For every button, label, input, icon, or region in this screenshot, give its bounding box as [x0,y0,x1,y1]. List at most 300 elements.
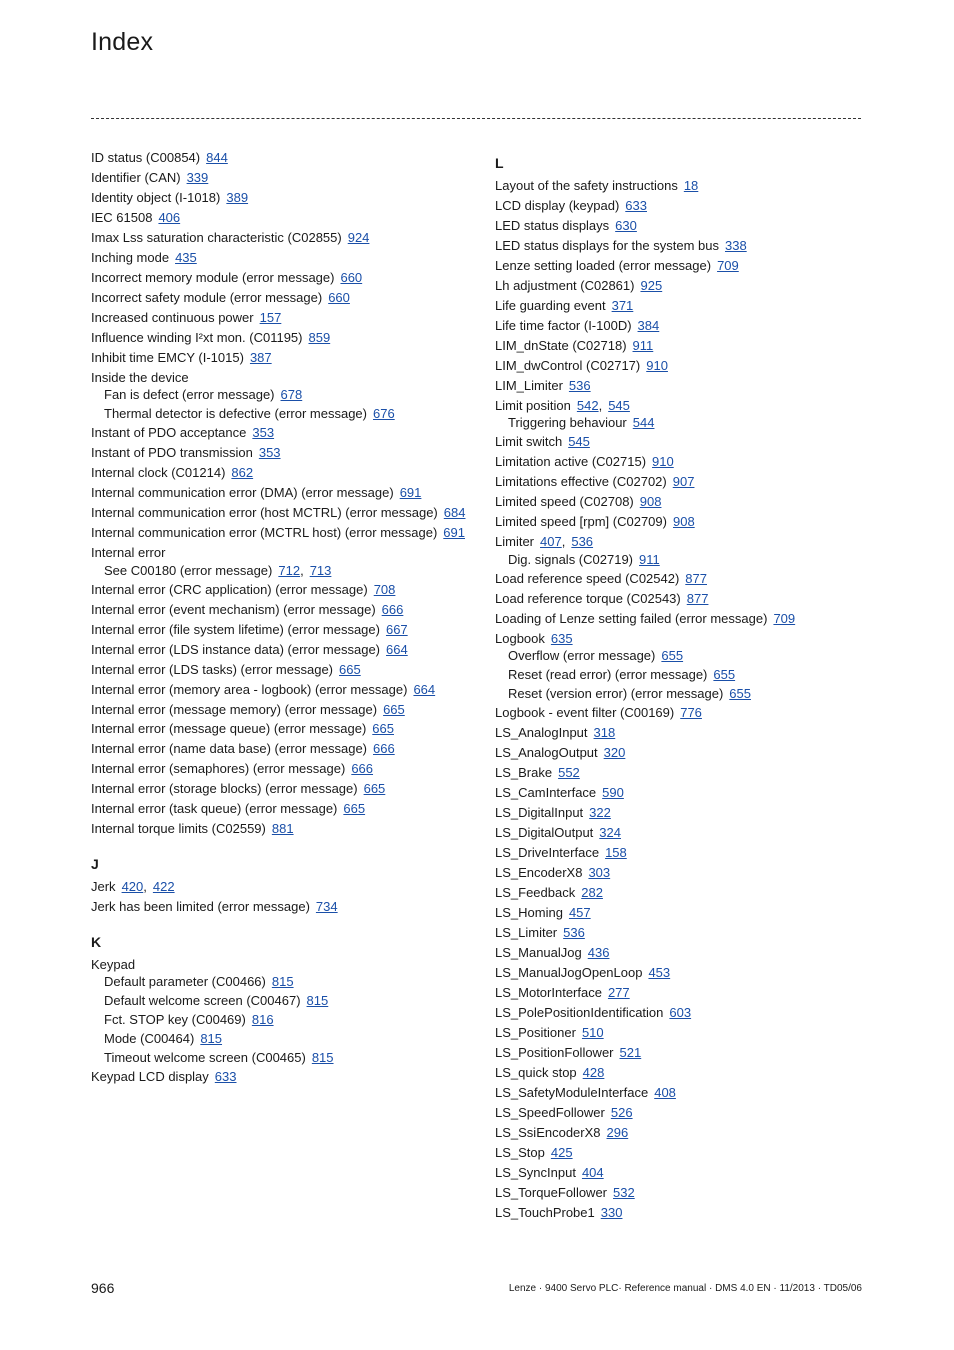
index-term: Load reference speed (C02542) [495,570,680,586]
index-term: LS_ManualJogOpenLoop [495,964,643,980]
index-subentry [91,563,491,580]
index-term: Fct. STOP key (C00469) [104,1011,246,1027]
page-link[interactable]: 678 [280,387,303,403]
index-entry [91,170,491,187]
page-link[interactable]: 734 [315,898,338,914]
index-entry [495,1205,895,1222]
index-term: Default parameter (C00466) [104,974,266,990]
page-link[interactable]: 815 [306,993,329,1009]
page-number: 966 [91,1280,115,1296]
index-term: See C00180 (error message) [104,562,273,578]
index-entry [91,250,491,267]
index-entry [495,631,895,648]
index-term: Life guarding event [495,297,606,313]
index-entry [495,725,895,742]
index-entry [91,1069,491,1086]
page-link[interactable]: 910 [652,454,674,470]
page-link[interactable]: 536 [571,534,594,550]
index-term: Internal error (storage blocks) (error message) [91,781,358,797]
index-term: Load reference torque (C02543) [495,590,681,606]
page-link[interactable]: 318 [593,724,616,740]
index-entry [495,885,895,902]
index-entry [495,454,895,471]
page-link[interactable]: 633 [214,1068,237,1084]
index-subentry [91,1050,491,1067]
index-subentry [91,1012,491,1029]
page-link[interactable]: 303 [588,864,611,880]
index-entry [91,525,491,542]
index-entry [91,642,491,659]
index-entry [91,270,491,287]
index-term: Jerk [91,879,116,894]
page-link[interactable]: 542 [576,397,599,413]
page-link[interactable]: 708 [373,581,396,597]
index-entry [495,985,895,1002]
page-link[interactable]: 387 [249,349,272,365]
page-link[interactable]: 322 [589,804,611,820]
index-entry [495,1005,895,1022]
index-term: Internal error (event mechanism) (error message) [91,601,376,617]
page-link[interactable]: 676 [372,406,395,422]
index-entry [495,218,895,235]
page-link[interactable]: 630 [615,217,637,233]
index-entry [495,534,895,551]
page-link[interactable]: 320 [603,744,626,760]
index-entry [495,705,895,722]
index-entry [495,1125,895,1142]
page-link[interactable]: 667 [385,621,408,637]
page-link[interactable]: 633 [625,197,647,213]
index-term: LS_SsiEncoderX8 [495,1124,601,1140]
page-link[interactable]: 428 [582,1064,605,1080]
index-term: Internal error (message memory) (error message) [91,701,378,717]
index-term: LS_Feedback [495,884,576,900]
index-entry [495,905,895,922]
page-link[interactable]: 453 [648,964,671,980]
page-link[interactable]: 544 [632,415,655,431]
index-term: Limited speed [rpm] (C02709) [495,514,667,530]
index-entry [495,611,895,628]
index-term: LS_CamInterface [495,784,597,800]
index-term: LED status displays [495,217,610,233]
index-term: LS_TouchProbe1 [495,1204,595,1220]
index-subentry [495,667,895,684]
index-entry [495,474,895,491]
index-entry [91,485,491,502]
index-entry [91,781,491,798]
footer-document-info: Lenze · 9400 Servo PLC· Reference manual · DMS 4.0 EN · 11/2013 · TD05/06 [508,1283,862,1294]
page-link[interactable]: 877 [686,590,709,606]
page-link[interactable]: 536 [563,924,585,940]
index-entry [91,821,491,838]
index-term: Internal error (CRC application) (error message) [91,581,368,597]
index-entry [91,545,491,562]
index-entry [495,1065,895,1082]
index-term: Dig. signals (C02719) [508,551,634,567]
page-link[interactable]: 908 [639,494,662,510]
index-term: Limit position [495,397,571,413]
page-link[interactable]: 521 [619,1044,642,1060]
index-entry [91,702,491,719]
page-link[interactable]: 408 [654,1084,676,1100]
page-title: Index [91,28,154,56]
index-entry [91,505,491,522]
index-term: LS_SpeedFollower [495,1104,605,1120]
page-link[interactable]: 815 [311,1049,334,1065]
page-link[interactable]: 844 [206,150,228,165]
index-entry [91,602,491,619]
index-term: Internal communication error (DMA) (error message) [91,485,394,501]
index-term: Internal error (name data base) (error message) [91,741,368,757]
index-term: LIM_Limiter [495,377,563,393]
index-letter-heading: L [495,155,504,171]
page-link[interactable]: 339 [186,169,209,185]
index-term: Loading of Lenze setting failed (error message) [495,610,768,626]
index-term: LS_PolePositionIdentification [495,1004,664,1020]
index-entry [91,445,491,462]
page-link[interactable]: 603 [669,1004,692,1020]
index-entry [495,965,895,982]
index-term: LS_Positioner [495,1024,576,1040]
page-link[interactable]: 353 [252,425,275,441]
index-entry [91,801,491,818]
index-entry [495,785,895,802]
page-link[interactable]: 18 [683,178,699,193]
index-term: Instant of PDO transmission [91,445,253,461]
page-link[interactable]: 353 [258,445,281,461]
page-link[interactable]: 526 [610,1104,633,1120]
index-entry [495,278,895,295]
page-link[interactable]: 691 [443,525,465,541]
index-term: Internal torque limits (C02559) [91,821,266,837]
page-link[interactable]: 420 [121,879,144,894]
index-entry [91,425,491,442]
index-subentry [91,993,491,1010]
index-term: Increased continuous power [91,309,254,325]
index-term: LS_AnalogInput [495,724,588,740]
index-entry [91,622,491,639]
index-term: Internal clock (C01214) [91,465,226,481]
index-term: LS_EncoderX8 [495,864,583,880]
page-link[interactable]: 157 [259,309,282,325]
index-term: Logbook - event filter (C00169) [495,704,675,720]
index-entry [91,150,491,167]
index-term: Lenze setting loaded (error message) [495,257,712,273]
index-letter-heading: J [91,856,99,872]
index-subentry [495,686,895,703]
page-link[interactable]: 436 [587,944,610,960]
page-link[interactable]: 330 [600,1204,623,1220]
index-term: LS_DriveInterface [495,844,600,860]
index-term: Layout of the safety instructions [495,178,678,193]
page-link[interactable]: 713 [309,562,332,578]
index-term: Internal error (message queue) (error message) [91,721,367,737]
index-term: Triggering behaviour [508,415,627,431]
index-entry [495,1185,895,1202]
page-link[interactable]: 158 [605,844,627,860]
index-entry [91,582,491,599]
page-link[interactable]: 665 [363,781,386,797]
index-term: Internal error (LDS tasks) (error message) [91,661,334,677]
page-link[interactable]: 435 [175,249,197,265]
page-link[interactable]: 545 [568,434,590,450]
header-divider [91,118,861,119]
index-entry [495,765,895,782]
index-entry [91,210,491,227]
page-link[interactable]: 924 [347,229,370,245]
page-link[interactable]: 665 [383,701,405,717]
index-term: Default welcome screen (C00467) [104,993,301,1009]
page-link[interactable]: 510 [581,1024,604,1040]
index-entry [91,290,491,307]
index-term: Limit switch [495,434,563,450]
index-term: Inching mode [91,249,170,265]
page-link[interactable]: 815 [200,1030,223,1046]
index-term: Internal communication error (MCTRL host) (error message) [91,525,438,541]
index-term: Limitations effective (C02702) [495,474,667,490]
page-link[interactable]: 552 [558,764,580,780]
index-term: LS_SyncInput [495,1164,576,1180]
index-entry [495,298,895,315]
page-link[interactable]: 666 [373,741,395,757]
page-link[interactable]: 655 [729,686,751,702]
index-term: Imax Lss saturation characteristic (C02855) [91,229,342,245]
index-entry [91,957,491,974]
index-term: Inhibit time EMCY (I-1015) [91,349,244,365]
index-term: LS_DigitalInput [495,804,584,820]
index-entry [91,190,491,207]
page-link[interactable]: 666 [351,761,374,777]
page-link[interactable]: 665 [343,801,366,817]
index-entry [495,1145,895,1162]
index-term: LS_AnalogOutput [495,744,598,760]
page-link[interactable]: 457 [568,904,591,920]
page-link[interactable]: 908 [672,514,695,530]
index-entry [495,238,895,255]
page-link[interactable]: 660 [328,289,350,305]
page-separator: , [598,397,603,413]
index-term: ID status (C00854) [91,150,201,165]
page-separator: , [561,534,566,550]
page-link[interactable]: 655 [713,667,736,683]
index-entry [91,330,491,347]
index-term: Fan is defect (error message) [104,387,275,403]
index-entry [495,378,895,395]
page-link[interactable]: 709 [773,610,796,626]
index-term: LS_Stop [495,1144,545,1160]
index-entry [495,1105,895,1122]
index-entry [91,761,491,778]
index-entry [495,338,895,355]
index-term: Instant of PDO acceptance [91,425,247,441]
page-link[interactable]: 545 [608,397,630,413]
index-term: Incorrect safety module (error message) [91,289,323,305]
page-link[interactable]: 338 [724,237,747,253]
index-term: Limited speed (C02708) [495,494,634,510]
page-link[interactable]: 635 [550,630,573,646]
page-link[interactable]: 877 [685,570,707,586]
index-term: Identifier (CAN) [91,169,181,185]
index-entry [495,318,895,335]
page-link[interactable]: 881 [271,821,294,837]
page-link[interactable]: 664 [386,641,408,657]
index-term: Lh adjustment (C02861) [495,277,635,293]
index-term: Identity object (I-1018) [91,189,221,205]
index-column-left [91,150,491,1089]
index-term: Mode (C00464) [104,1030,195,1046]
index-term: Keypad LCD display [91,1068,209,1084]
index-term: LCD display (keypad) [495,197,620,213]
index-term: Influence winding I²xt mon. (C01195) [91,329,303,345]
page-link[interactable]: 406 [158,209,181,225]
index-subentry [91,1031,491,1048]
index-entry [91,899,491,916]
index-entry [91,370,491,387]
page-link[interactable]: 371 [611,297,634,313]
index-term: LS_MotorInterface [495,984,602,1000]
index-term: Incorrect memory module (error message) [91,269,335,285]
page-link[interactable]: 425 [550,1144,573,1160]
page-link[interactable]: 422 [152,879,175,894]
page-link[interactable]: 384 [637,317,660,333]
index-entry [91,350,491,367]
index-column-right [495,150,895,1225]
index-entry [91,721,491,738]
page-link[interactable]: 911 [639,551,660,567]
page-link[interactable]: 684 [443,505,466,521]
page-link[interactable]: 389 [226,189,249,205]
page-link[interactable]: 816 [251,1011,274,1027]
index-entry [495,571,895,588]
page-link[interactable]: 407 [540,534,562,550]
index-term: LS_DigitalOutput [495,824,594,840]
page-link[interactable]: 277 [607,984,630,1000]
page-link[interactable]: 404 [581,1164,604,1180]
index-term: Internal error (memory area - logbook) (error message) [91,681,408,697]
index-subentry [495,415,895,432]
page-link[interactable]: 666 [381,601,404,617]
index-term: Internal error (semaphores) (error message) [91,761,346,777]
index-entry [495,945,895,962]
index-entry [495,591,895,608]
page-link[interactable]: 709 [717,257,739,273]
page-link[interactable]: 691 [399,485,422,501]
page-link[interactable]: 590 [602,784,624,800]
index-entry [495,178,895,195]
index-entry [495,925,895,942]
page-link[interactable]: 862 [231,465,254,481]
index-term: Reset (version error) (error message) [508,686,724,702]
index-entry [495,434,895,451]
index-subentry [91,387,491,404]
index-entry [91,879,491,896]
index-term: LIM_dwControl (C02717) [495,357,641,373]
index-term: Limitation active (C02715) [495,454,647,470]
index-entry [91,310,491,327]
index-term: LIM_dnState (C02718) [495,337,627,353]
page-link[interactable]: 664 [413,681,436,697]
index-entry [495,358,895,375]
index-entry [495,825,895,842]
index-entry [495,845,895,862]
index-term: LS_Brake [495,764,553,780]
index-entry [495,865,895,882]
index-term: Internal error (LDS instance data) (error message) [91,641,381,657]
page-link[interactable]: 324 [599,824,621,840]
index-entry [91,662,491,679]
index-entry [495,1045,895,1062]
index-subentry [91,406,491,423]
index-term: Life time factor (I-100D) [495,317,632,333]
index-term: LED status displays for the system bus [495,237,719,253]
page-link[interactable]: 536 [568,377,591,393]
page-link[interactable]: 776 [680,704,702,720]
index-term: Internal communication error (host MCTRL) (error message) [91,505,438,521]
index-entry [495,398,895,415]
index-entry [91,465,491,482]
index-term: LS_ManualJog [495,944,582,960]
index-subentry [91,974,491,991]
index-entry [91,230,491,247]
page-link[interactable]: 660 [340,269,363,285]
page-link[interactable]: 665 [339,661,361,677]
index-subentry [495,648,895,665]
index-subentry [495,552,895,569]
index-term: Internal error (file system lifetime) (error message) [91,621,380,637]
page-link[interactable]: 665 [372,721,394,737]
index-term: LS_TorqueFollower [495,1184,608,1200]
index-term: Logbook [495,630,545,646]
index-entry [495,1085,895,1102]
index-entry [495,258,895,275]
page-separator: , [143,879,147,894]
index-entry [495,494,895,511]
index-term: LS_SafetyModuleInterface [495,1084,649,1100]
page-link[interactable]: 282 [581,884,603,900]
page-link[interactable]: 925 [640,277,663,293]
index-entry [495,805,895,822]
index-entry [495,1165,895,1182]
index-letter-heading: K [91,933,102,950]
index-entry [495,198,895,215]
page-link[interactable]: 712 [278,562,301,578]
index-entry [495,745,895,762]
index-entry [495,1025,895,1042]
page-link[interactable]: 815 [271,974,294,990]
page-link[interactable]: 911 [632,337,654,353]
index-term: LS_Homing [495,904,563,920]
page-link[interactable]: 296 [606,1124,629,1140]
index-term: Inside the device [91,369,189,385]
page-link[interactable]: 655 [661,648,684,664]
index-term: Timeout welcome screen (C00465) [104,1049,306,1065]
page-link[interactable]: 910 [646,357,668,373]
index-term: Limiter [495,534,535,550]
page-link[interactable]: 859 [308,329,331,345]
index-term: Internal error [91,545,166,561]
index-term: LS_PositionFollower [495,1044,614,1060]
page-link[interactable]: 532 [613,1184,635,1200]
index-term: Keypad [91,956,136,972]
page-separator: , [300,562,304,578]
index-entry [495,514,895,531]
page-link[interactable]: 907 [672,474,695,490]
index-term: Internal error (task queue) (error message) [91,801,338,817]
index-term: Reset (read error) (error message) [508,667,708,683]
index-term: IEC 61508 [91,209,153,225]
index-term: LS_quick stop [495,1064,577,1080]
index-term: Overflow (error message) [508,648,656,664]
